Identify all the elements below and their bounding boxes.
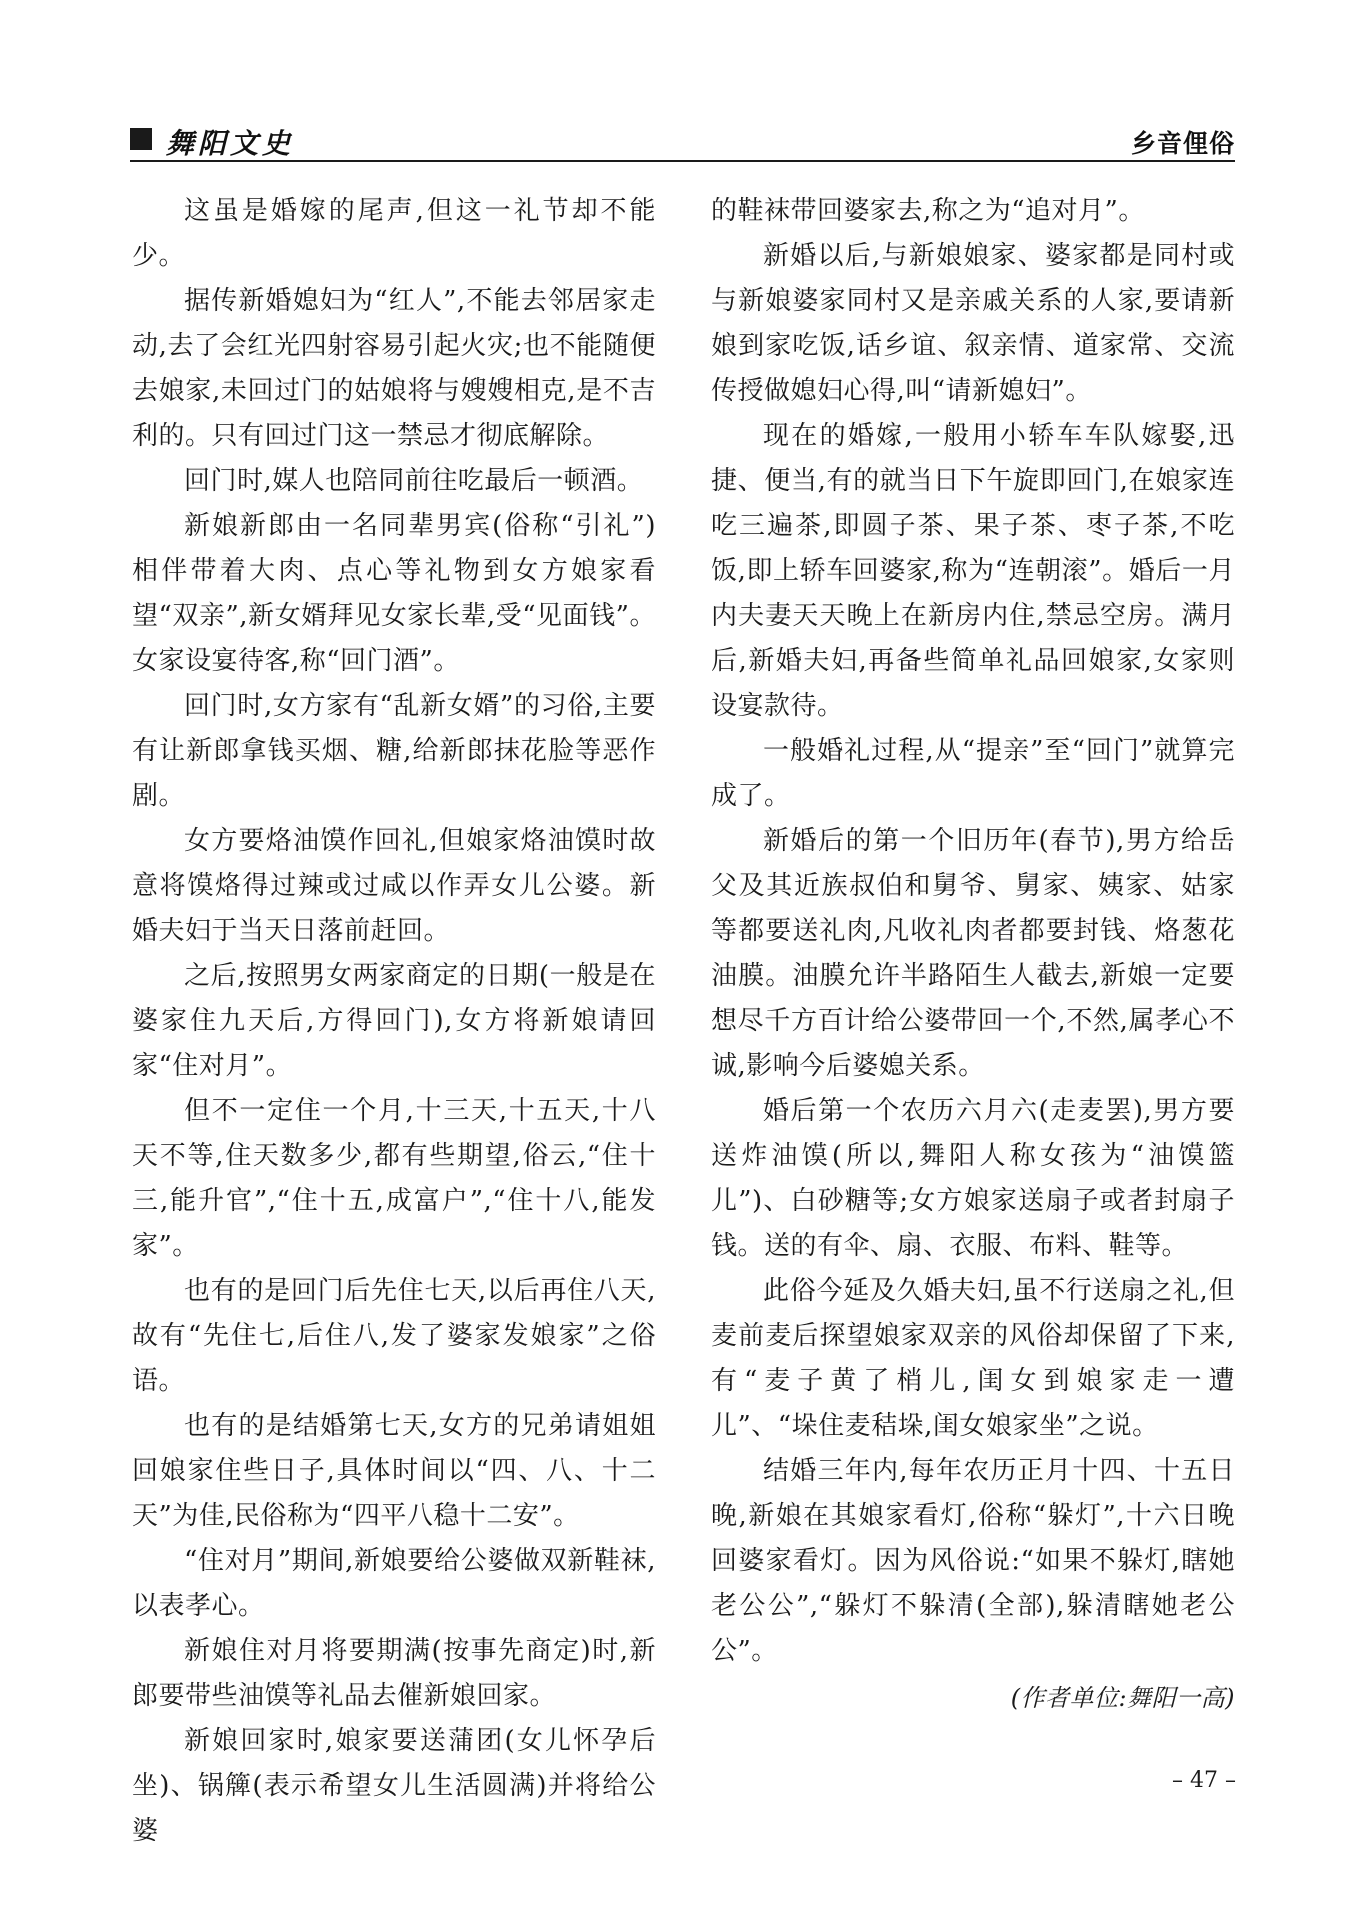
header-rule (130, 160, 1235, 162)
paragraph: 新娘住对月将要期满(按事先商定)时,新郎要带些油馍等礼品去催新娘回家。 (132, 1636, 656, 1711)
paragraph: 之后,按照男女两家商定的日期(一般是在婆家住九天后,方得回门),女方将新娘请回家“住对月”。 (132, 961, 656, 1081)
paragraph: 回门时,女方家有“乱新女婿”的习俗,主要有让新郎拿钱买烟、糖,给新郎抹花脸等恶作剧。 (132, 691, 656, 811)
paragraph: 一般婚礼过程,从“提亲”至“回门”就算完成了。 (711, 736, 1235, 811)
paragraph: 女方要烙油馍作回礼,但娘家烙油馍时故意将馍烙得过辣或过咸以作弄女儿公婆。新婚夫妇于当天日落前赶回。 (132, 826, 656, 946)
journal-title: 舞阳文史 (166, 127, 295, 160)
paragraph: 新婚后的第一个旧历年(春节),男方给岳父及其近族叔伯和舅爷、舅家、姨家、姑家等都要送礼肉,凡收礼肉者都要封钱、烙葱花油膜。油膜允许半路陌生人截去,新娘一定要想尽千方百计给公婆带回一个,不然,属孝心不诚,影响今后婆媳关系。 (711, 826, 1235, 1081)
paragraph: 回门时,媒人也陪同前往吃最后一顿酒。 (184, 466, 644, 496)
paragraph: 但不一定住一个月,十三天,十五天,十八天不等,住天数多少,都有些期望,俗云,“住十三,能升官”,“住十五,成富户”,“住十八,能发家”。 (132, 1096, 656, 1261)
paragraph: 现在的婚嫁,一般用小轿车车队嫁娶,迅捷、便当,有的就当日下午旋即回门,在娘家连吃三遍茶,即圆子茶、果子茶、枣子茶,不吃饭,即上轿车回婆家,称为“连朝滚”。婚后一月内夫妻天天晚上在新房内住,禁忌空房。满月后,新婚夫妇,再备些简单礼品回娘家,女家则设宴款待。 (711, 421, 1235, 721)
paragraph: “住对月”期间,新娘要给公婆做双新鞋袜,以表孝心。 (132, 1546, 656, 1621)
paragraph: 据传新婚媳妇为“红人”,不能去邻居家走动,去了会红光四射容易引起火灾;也不能随便去娘家,未回过门的姑娘将与嫂嫂相克,是不吉利的。只有回过门这一禁忌才彻底解除。 (132, 286, 656, 451)
paragraph: 婚后第一个农历六月六(走麦罢),男方要送炸油馍(所以,舞阳人称女孩为“油馍篮儿”)、白砂糖等;女方娘家送扇子或者封扇子钱。送的有伞、扇、衣服、布料、鞋等。 (711, 1096, 1235, 1261)
section-title: 乡音俚俗 (1130, 129, 1235, 158)
page-number: – 47 – (1172, 1768, 1236, 1793)
paragraph: 新娘回家时,娘家要送蒲团(女儿怀孕后坐)、锅簰(表示希望女儿生活圆满)并将给公婆 (132, 1726, 656, 1846)
left-column (132, 189, 656, 1854)
paragraph: 也有的是结婚第七天,女方的兄弟请姐姐回娘家住些日子,具体时间以“四、八、十二天”为佳,民俗称为“四平八稳十二安”。 (132, 1411, 656, 1531)
paragraph: 这虽是婚嫁的尾声,但这一礼节却不能少。 (132, 196, 656, 271)
paragraph: 结婚三年内,每年农历正月十四、十五日晚,新娘在其娘家看灯,俗称“躲灯”,十六日晚回婆家看灯。因为风俗说:“如果不躲灯,瞎她老公公”,“躲灯不躲清(全部),躲清瞎她老公公”。 (711, 1456, 1235, 1666)
page-header (130, 126, 1235, 158)
paragraph: 新婚以后,与新娘娘家、婆家都是同村或与新娘婆家同村又是亲戚关系的人家,要请新娘到家吃饭,话乡谊、叙亲情、道家常、交流传授做媳妇心得,叫“请新媳妇”。 (711, 241, 1235, 406)
paragraph: 此俗今延及久婚夫妇,虽不行送扇之礼,但麦前麦后探望娘家双亲的风俗却保留了下来,有“麦子黄了梢儿,闺女到娘家走一遭儿”、“垛住麦秸垛,闺女娘家坐”之说。 (711, 1276, 1235, 1441)
right-column (711, 189, 1235, 1721)
paragraph: 也有的是回门后先住七天,以后再住八天,故有“先住七,后住八,发了婆家发娘家”之俗语。 (132, 1276, 656, 1396)
paragraph: 新娘新郎由一名同辈男宾(俗称“引礼”)相伴带着大肉、点心等礼物到女方娘家看望“双亲”,新女婿拜见女家长辈,受“见面钱”。女家设宴待客,称“回门酒”。 (132, 511, 656, 676)
header-square-icon (130, 128, 152, 150)
paragraph-continuation: 的鞋袜带回婆家去,称之为“追对月”。 (711, 196, 1145, 226)
author-affiliation: (作者单位:舞阳一高) (1010, 1684, 1235, 1712)
